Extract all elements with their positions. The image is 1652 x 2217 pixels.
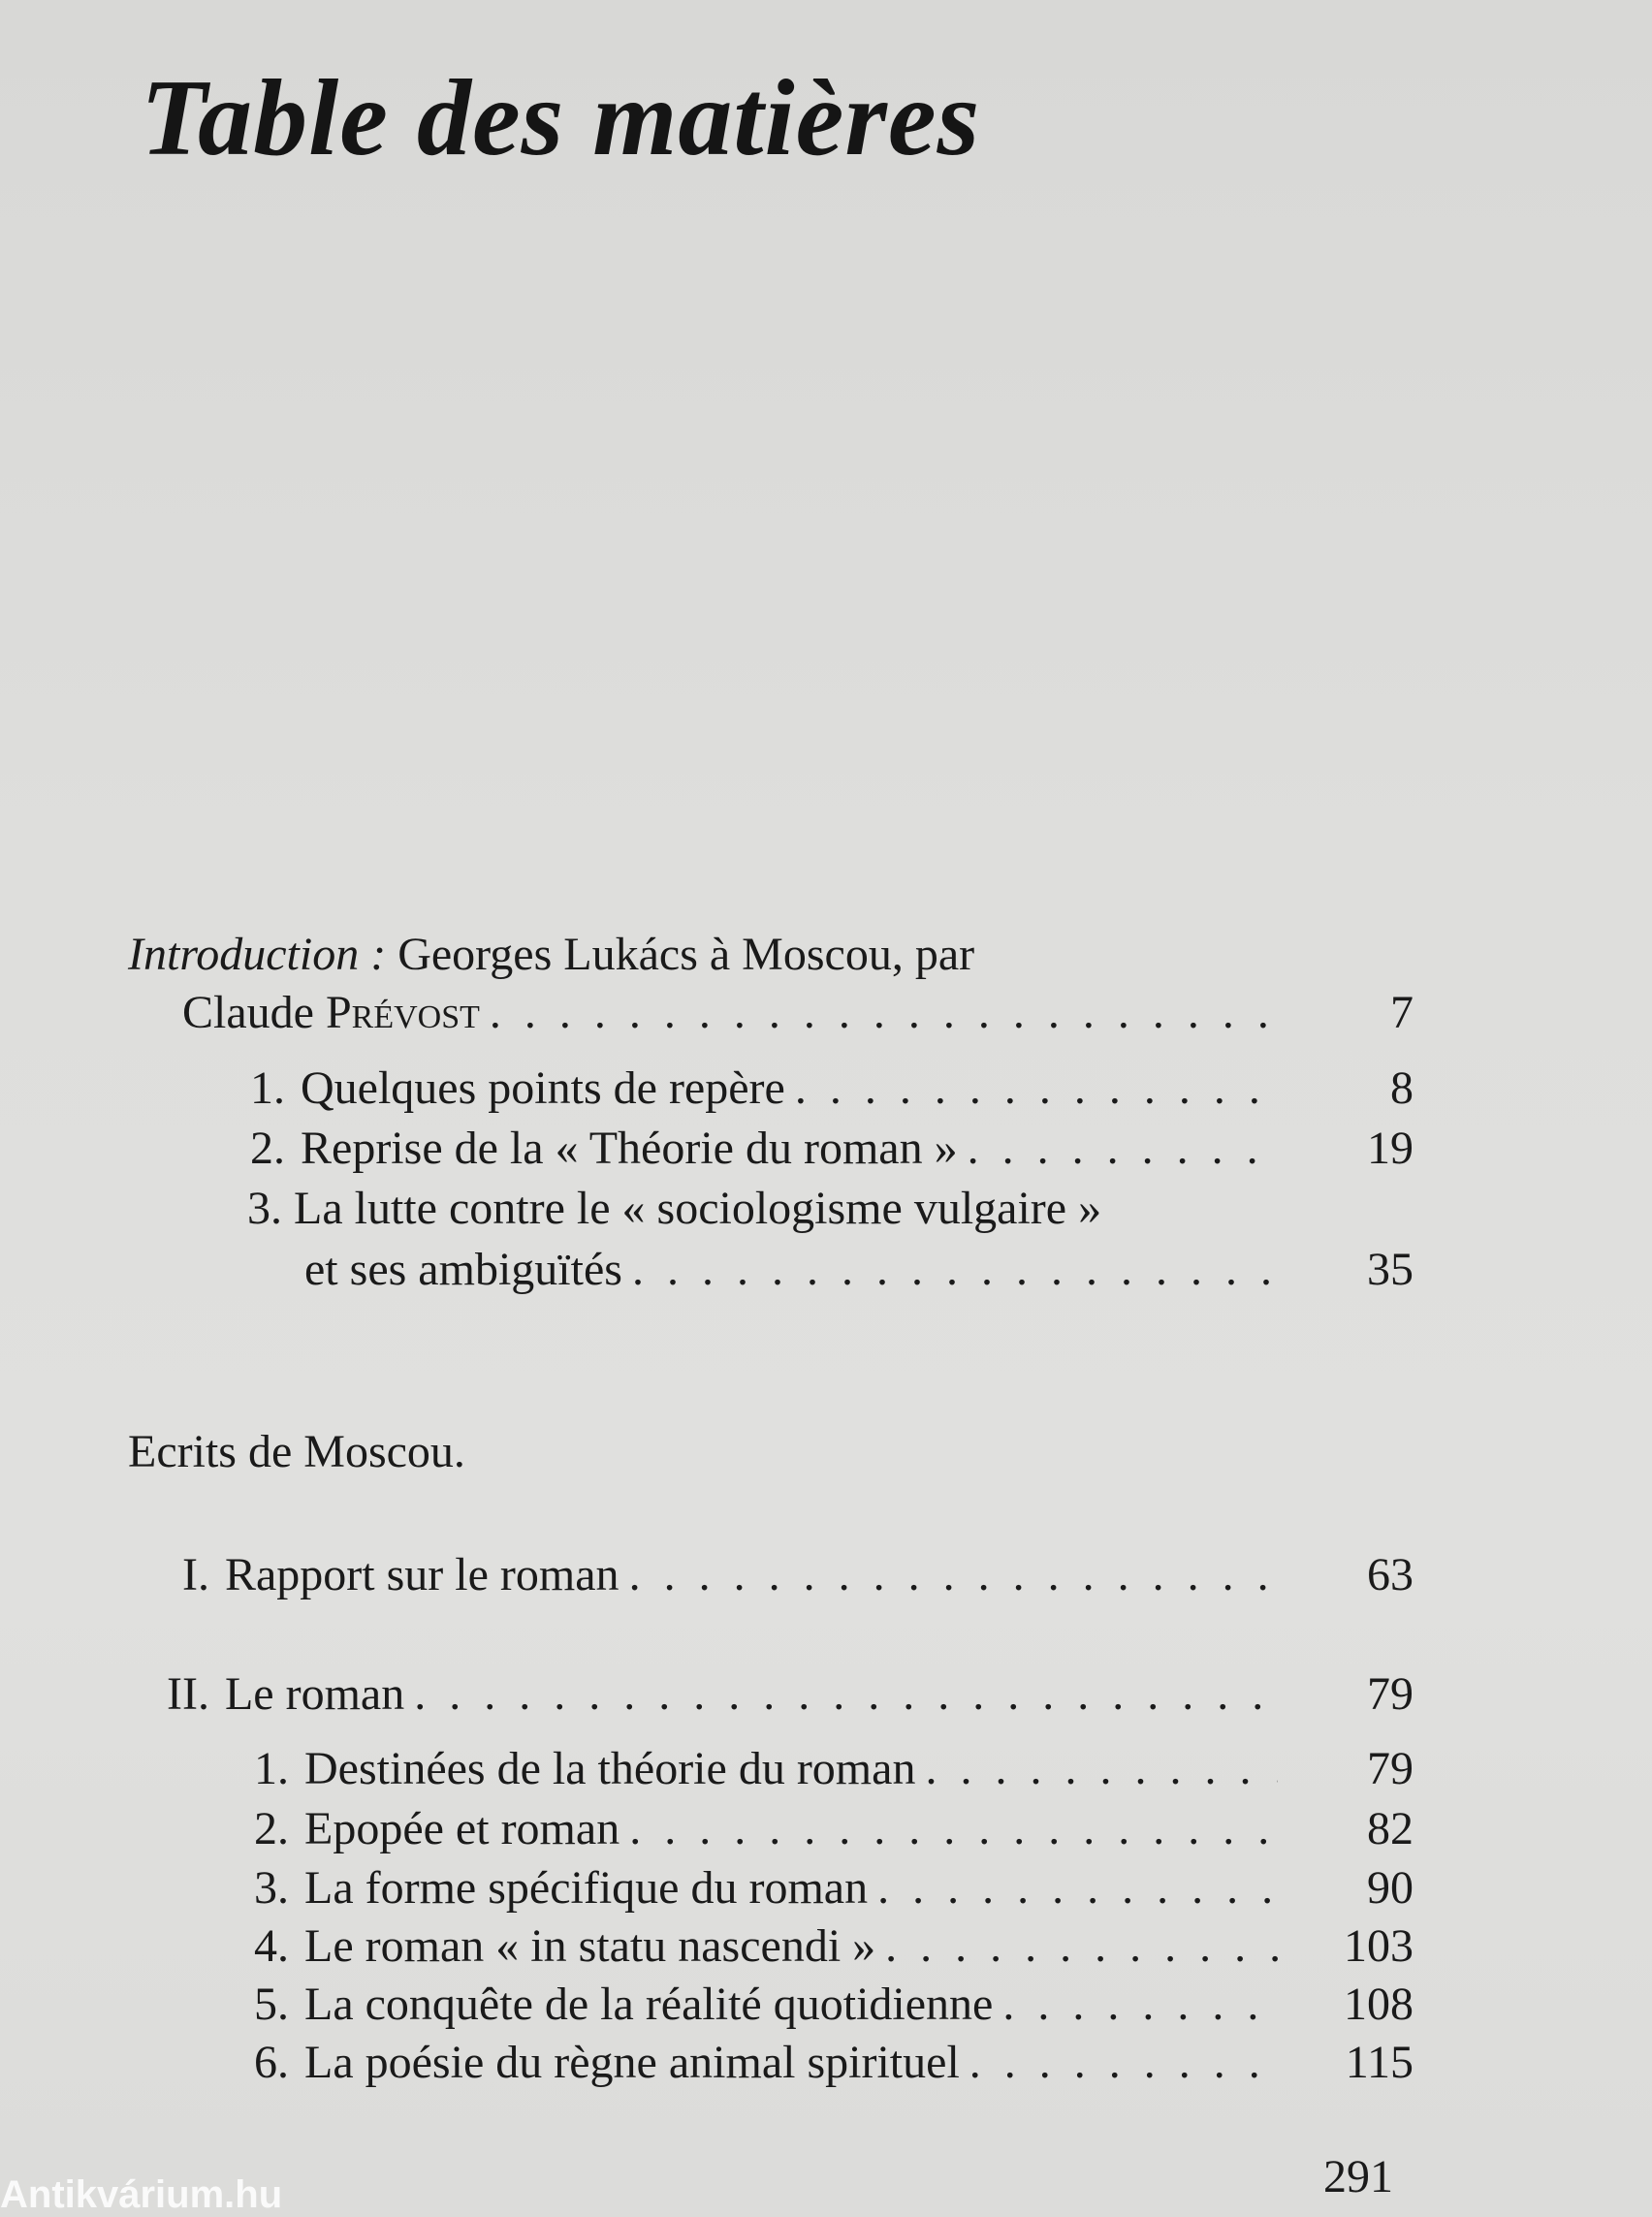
entry-label: La lutte contre le « sociologisme vulgaire » xyxy=(294,1183,1102,1234)
leader-dots xyxy=(877,1859,1278,1917)
toc-entry xyxy=(254,2034,1414,2092)
entry-number: 1. xyxy=(254,1743,289,1794)
intro-author xyxy=(182,984,480,1042)
leader-dots xyxy=(885,1917,1278,1976)
leader-dots xyxy=(629,1800,1278,1858)
entry-number: 3. xyxy=(254,1862,289,1914)
toc-chapter xyxy=(182,1546,1414,1604)
entry-label: Destinées de la théorie du roman xyxy=(304,1743,916,1794)
leader-dots xyxy=(414,1665,1278,1724)
entry-number: 4. xyxy=(254,1920,289,1972)
intro-heading xyxy=(128,926,974,984)
chapter-number: II. xyxy=(167,1668,209,1720)
entry-label: Reprise de la « Théorie du roman » xyxy=(301,1123,958,1174)
intro-line1: Georges Lukács à Moscou, par xyxy=(397,929,975,980)
page-number: 35 xyxy=(1367,1244,1414,1295)
entry-label: La poésie du règne animal spirituel xyxy=(304,2037,960,2088)
page-folio: 291 xyxy=(1323,2151,1393,2202)
section-title: Ecrits de Moscou. xyxy=(128,1426,465,1477)
chapter-label: Le roman xyxy=(224,1668,405,1720)
toc-entry-intro xyxy=(182,984,1414,1042)
page-number: 82 xyxy=(1367,1803,1414,1854)
toc-entry-line1 xyxy=(247,1180,1101,1238)
entry-label: Le roman « in statu nascendi » xyxy=(304,1920,876,1972)
toc-entry xyxy=(254,1859,1414,1917)
page-number: 7 xyxy=(1390,987,1414,1038)
page-number: 79 xyxy=(1367,1668,1414,1720)
leader-dots xyxy=(925,1740,1278,1798)
entry-number: 3. xyxy=(247,1183,282,1234)
toc-entry xyxy=(250,1060,1414,1118)
entry-label-cont: et ses ambiguïtés xyxy=(304,1244,622,1295)
toc-entry xyxy=(250,1120,1414,1178)
leader-dots xyxy=(490,984,1278,1042)
page-number: 79 xyxy=(1367,1743,1414,1794)
page-number: 8 xyxy=(1390,1062,1414,1114)
entry-number: 6. xyxy=(254,2037,289,2088)
leader-dots xyxy=(968,1120,1278,1178)
page-number: 103 xyxy=(1344,1920,1414,1972)
toc-entry xyxy=(254,1740,1414,1798)
page-number: 90 xyxy=(1367,1862,1414,1914)
chapter-number: I. xyxy=(182,1549,209,1600)
entry-label: Quelques points de repère xyxy=(301,1062,785,1114)
toc-entry xyxy=(304,1241,1414,1299)
watermark: Antikvárium.hu xyxy=(0,2173,283,2216)
toc-entry xyxy=(254,1800,1414,1858)
entry-number: 2. xyxy=(254,1803,289,1854)
chapter-label: Rapport sur le roman xyxy=(224,1549,620,1600)
intro-label: Introduction : xyxy=(128,929,387,980)
page-number: 108 xyxy=(1344,1979,1414,2030)
entry-label: Epopée et roman xyxy=(304,1803,620,1854)
show-through xyxy=(1192,19,1580,58)
entry-number: 2. xyxy=(250,1123,285,1174)
leader-dots xyxy=(1002,1976,1278,2034)
author-firstname: Claude xyxy=(182,987,314,1038)
leader-dots xyxy=(632,1241,1278,1299)
entry-label: La forme spécifique du roman xyxy=(304,1862,869,1914)
author-surname: Prévost xyxy=(325,987,480,1038)
toc-chapter xyxy=(167,1665,1414,1724)
entry-number: 1. xyxy=(250,1062,285,1114)
leader-dots xyxy=(795,1060,1278,1118)
page-number: 115 xyxy=(1345,2037,1414,2088)
page-number: 63 xyxy=(1367,1549,1414,1600)
toc-entry xyxy=(254,1917,1414,1976)
entry-number: 5. xyxy=(254,1979,289,2030)
toc-entry xyxy=(254,1976,1414,2034)
page-number: 19 xyxy=(1367,1123,1414,1174)
leader-dots xyxy=(629,1546,1278,1604)
entry-label: La conquête de la réalité quotidienne xyxy=(304,1979,994,2030)
page-title: Table des matières xyxy=(141,58,981,178)
leader-dots xyxy=(969,2034,1278,2092)
